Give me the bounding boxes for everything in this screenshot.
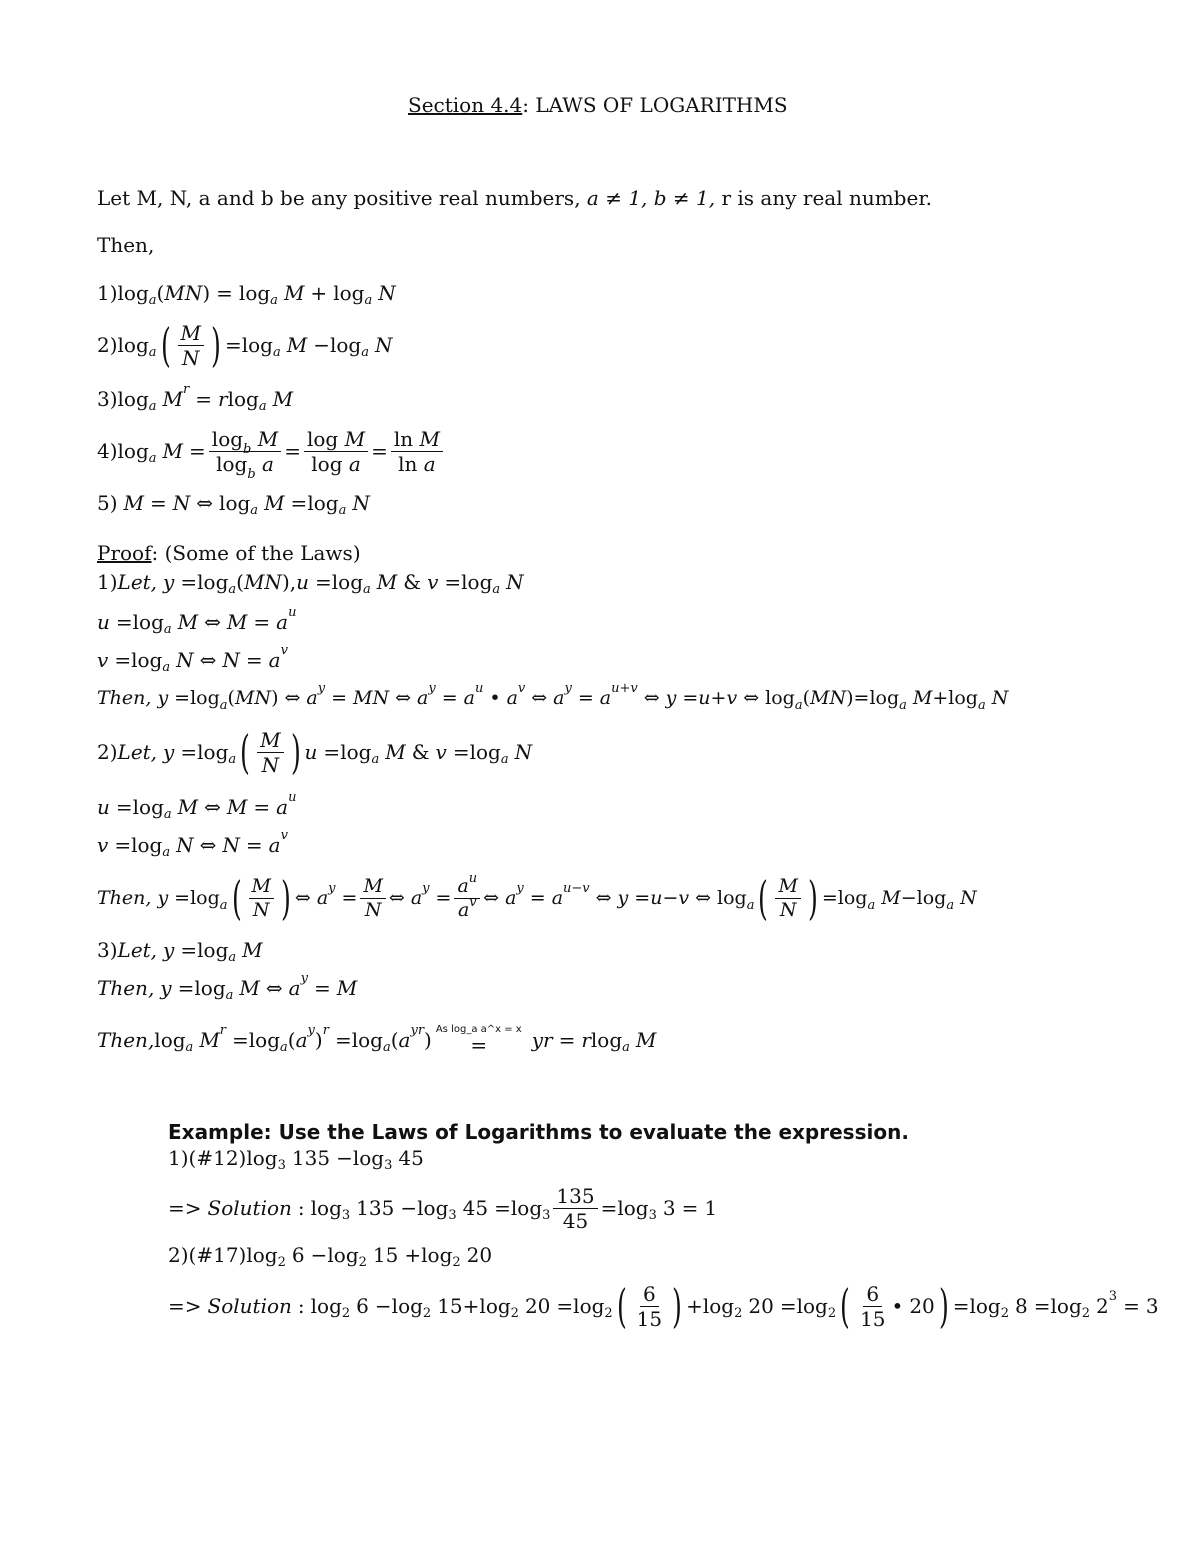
law-1: 1) log a ( MN ) = log a M + log a N <box>97 281 396 308</box>
then-label <box>97 225 154 265</box>
cond-b: b ≠ 1, <box>653 186 716 210</box>
example-1-solution: => Solution : log 3 135 − log 3 45 = log 3 $\frac{135}{45}$ = log 3 3 = 1 <box>168 1183 718 1233</box>
intro-tail: r is any real number. <box>721 186 933 210</box>
law-4: 4) log a M = $\frac{\log_b M}{\log_b a}$ = $\frac{\text{log M}}{\text{log a}}$ = $\frac{\text{ln M}}{\text{ln a}}$ <box>97 421 446 481</box>
example-heading: Example: Use the Laws of Logarithms to evaluate the expression. <box>168 1120 909 1144</box>
law-5: 5) M = N ⇔ log a M = log a N <box>97 491 370 518</box>
proof-note: : (Some of the Laws) <box>151 541 361 565</box>
page-title <box>408 85 788 125</box>
proof-3-let: 3) Let, y = log a M <box>97 938 263 965</box>
example-2-problem: 2) (#17) log 2 6 − log 2 15 + log 2 20 <box>168 1243 493 1270</box>
title-colon: : <box>522 93 530 117</box>
proof-2-let: 2) Let, y = log a ( M N ) u = log a M & v = log a N <box>97 725 533 779</box>
proof-1-then: Then, y = log a ( MN ) ⇔ a y = MN ⇔ a y = a u • a v ⇔ a y = a u+v ⇔ y = u + v ⇔ log a ( MN ) = log a M + log a N <box>97 680 1009 713</box>
section-topic: LAWS OF LOGARITHMS <box>535 93 788 117</box>
section-number: Section 4.4 <box>408 93 523 117</box>
law-2: 2) log a ( M N ) = log a M − log a N <box>97 318 393 372</box>
proof-1-let: 1) Let, y = log a ( MN ) , u = log a M & v = log a N <box>97 570 524 597</box>
proof-2-u: u = log a M ⇔ M = a u <box>97 789 297 822</box>
intro-line <box>97 178 932 218</box>
property-note: As log_a a^x = x = <box>435 1024 522 1057</box>
proof-3-then: Then, y = log a M ⇔ a y = M <box>97 970 358 1003</box>
proof-1-v: v = log a N ⇔ N = a v <box>97 642 288 675</box>
proof-2-then: Then, y = log a ( M N ) ⇔ a y = $\frac{M}{N}$ ⇔ a y = $\frac{a^u}{a^v}$ ⇔ a y = a u−v ⇔ y = u − v ⇔ log a ( M N ) = log a M − log a N <box>97 870 977 925</box>
law-3: 3) log a M r = r log a M <box>97 381 294 414</box>
proof-3-result: Then, log a M r = log a ( a y ) r = log a ( a yr ) As log_a a^x = x = yr = r log a M <box>97 1022 657 1057</box>
proof-2-v: v = log a N ⇔ N = a v <box>97 827 288 860</box>
then-text: Then, <box>97 233 155 257</box>
proof-label: Proof <box>97 541 152 565</box>
cond-a: a ≠ 1, <box>586 186 648 210</box>
proof-1-u: u = log a M ⇔ M = a u <box>97 604 297 637</box>
example-1-problem: 1) (#12) log 3 135 − log 3 45 <box>168 1146 424 1173</box>
example-2-solution: => Solution : log 2 6 − log 2 15 + log 2 20 = log 2 ( 6 15 ) + log 2 20 = log 2 ( 6 15 • 20 ) = log 2 8 = log 2 2 3 = 3 <box>168 1279 1159 1333</box>
intro-text: Let M, N, a and b be any positive real numbers, <box>97 186 581 210</box>
